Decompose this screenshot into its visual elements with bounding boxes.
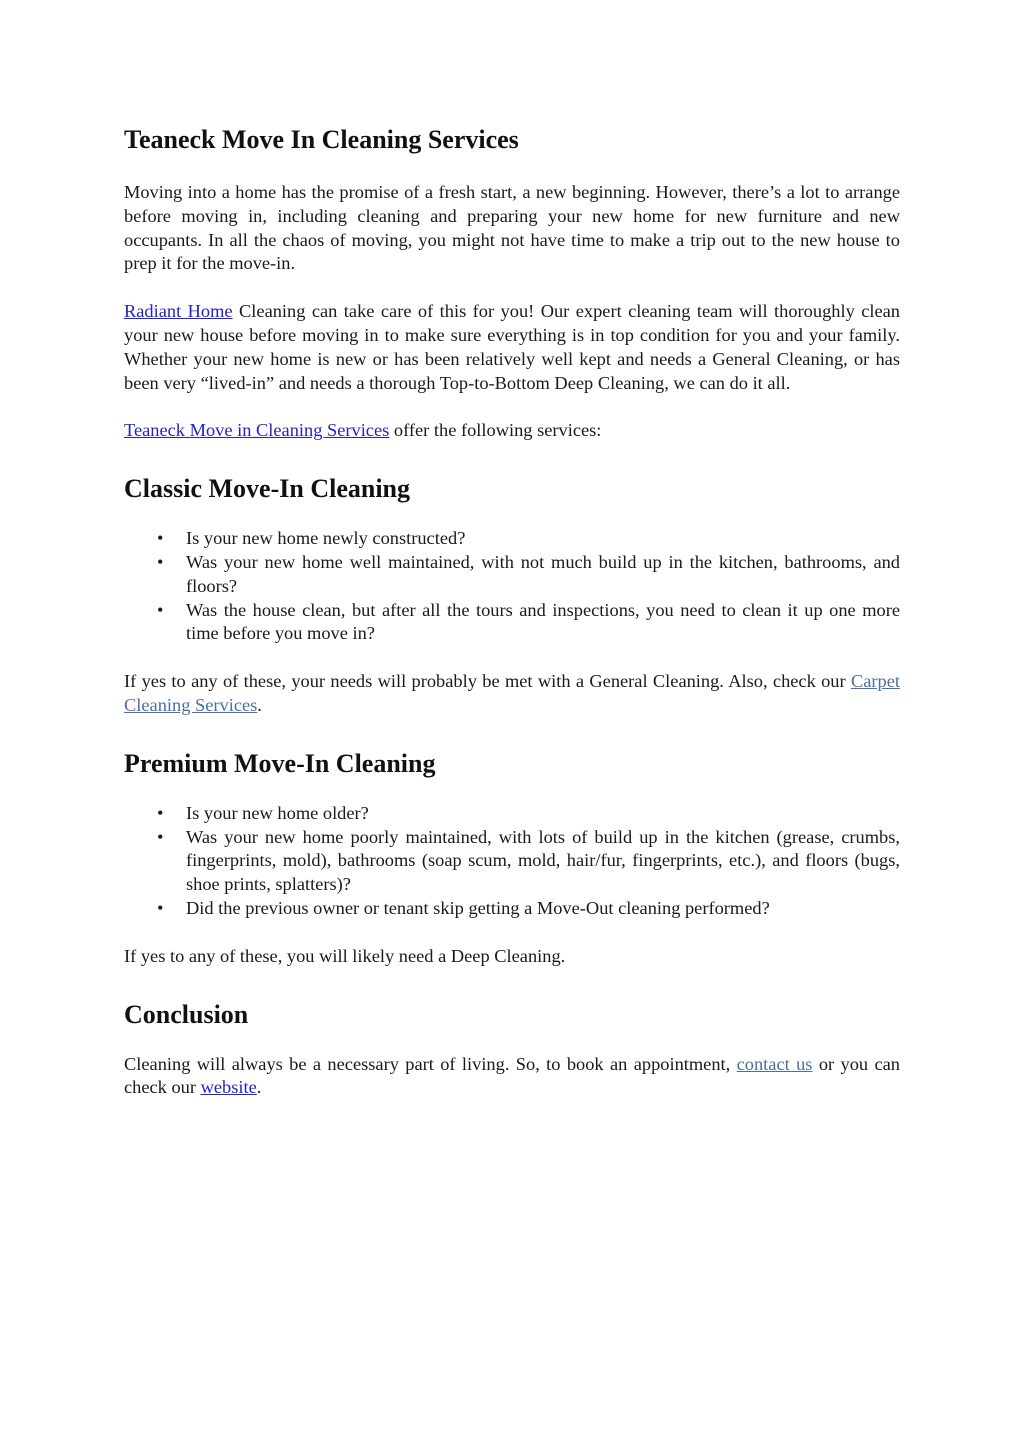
classic-bullet-list [124, 527, 900, 646]
website-link[interactable]: website [200, 1077, 257, 1098]
list-item-text: Is your new home older? [186, 802, 369, 823]
services-intro-text: offer the following services: [389, 420, 602, 441]
list-item-text: Was your new home well maintained, with not much build up in the kitchen, bathrooms, and floors? [186, 551, 900, 596]
radiant-home-link[interactable]: Radiant Home [124, 301, 233, 322]
list-item [124, 599, 900, 647]
conclusion-text-end: . [256, 1077, 262, 1098]
conclusion-text-before: Cleaning will always be a necessary part of living. So, to book an appointment, [124, 1053, 737, 1074]
conclusion-text-middle: or you can check our [124, 1053, 900, 1098]
list-item-text: Was your new home poorly maintained, with lots of build up in the kitchen (grease, crumbs, fingerprints, mold), bathrooms (soap scum, mold, hair/fur, fingerprints, etc.), and floors (bugs, shoe prints, splatters)? [186, 826, 900, 895]
bullet-icon: • [157, 802, 164, 823]
radiant-paragraph [124, 300, 900, 395]
list-item [124, 826, 900, 897]
list-item-text: Did the previous owner or tenant skip getting a Move-Out cleaning performed? [186, 897, 770, 918]
radiant-paragraph-text: Cleaning can take care of this for you! Our expert cleaning team will thoroughly clean your new house before moving in to make sure everything is in top condition for you and your family. Whether your new home is new or has been relatively well kept and needs a General Cleaning, or has been very “lived-in” and needs a thorough Top-to-Bottom Deep Cleaning, we can do it all. [124, 301, 900, 393]
bullet-icon: • [157, 826, 164, 847]
classic-after-end: . [257, 694, 262, 715]
classic-after-text: If yes to any of these, your needs will probably be met with a General Cleaning. Also, check our [124, 671, 851, 692]
page-title: Teaneck Move In Cleaning Services [124, 125, 519, 154]
bullet-icon: • [157, 528, 164, 549]
conclusion-paragraph [124, 1053, 900, 1101]
premium-after-paragraph: If yes to any of these, you will likely need a Deep Cleaning. [124, 945, 566, 966]
document-page [124, 120, 900, 1124]
classic-after-paragraph [124, 670, 900, 718]
contact-us-link[interactable]: contact us [736, 1053, 813, 1074]
services-intro-paragraph [124, 419, 900, 443]
carpet-cleaning-link[interactable]: Carpet Cleaning Services [124, 671, 900, 715]
list-item-text: Was the house clean, but after all the tours and inspections, you need to clean it up one more time before you move in? [186, 599, 900, 644]
list-item [124, 802, 900, 826]
bullet-icon: • [157, 551, 164, 572]
list-item [124, 897, 900, 921]
premium-heading: Premium Move-In Cleaning [124, 748, 436, 778]
premium-bullet-list [124, 802, 900, 921]
teaneck-services-link[interactable]: Teaneck Move in Cleaning Services [124, 420, 390, 441]
list-item [124, 527, 900, 551]
classic-heading: Classic Move-In Cleaning [124, 474, 410, 504]
list-item-text: Is your new home newly constructed? [186, 528, 466, 549]
intro-paragraph: Moving into a home has the promise of a fresh start, a new beginning. However, there’s a lot to arrange before moving in, including cleaning and preparing your new home for new furniture and new occupants. In all the chaos of moving, you might not have time to make a trip out to the new house to prep it for the move-in. [124, 182, 900, 274]
bullet-icon: • [157, 897, 164, 918]
conclusion-heading: Conclusion [124, 999, 249, 1029]
bullet-icon: • [157, 599, 164, 620]
list-item [124, 551, 900, 599]
